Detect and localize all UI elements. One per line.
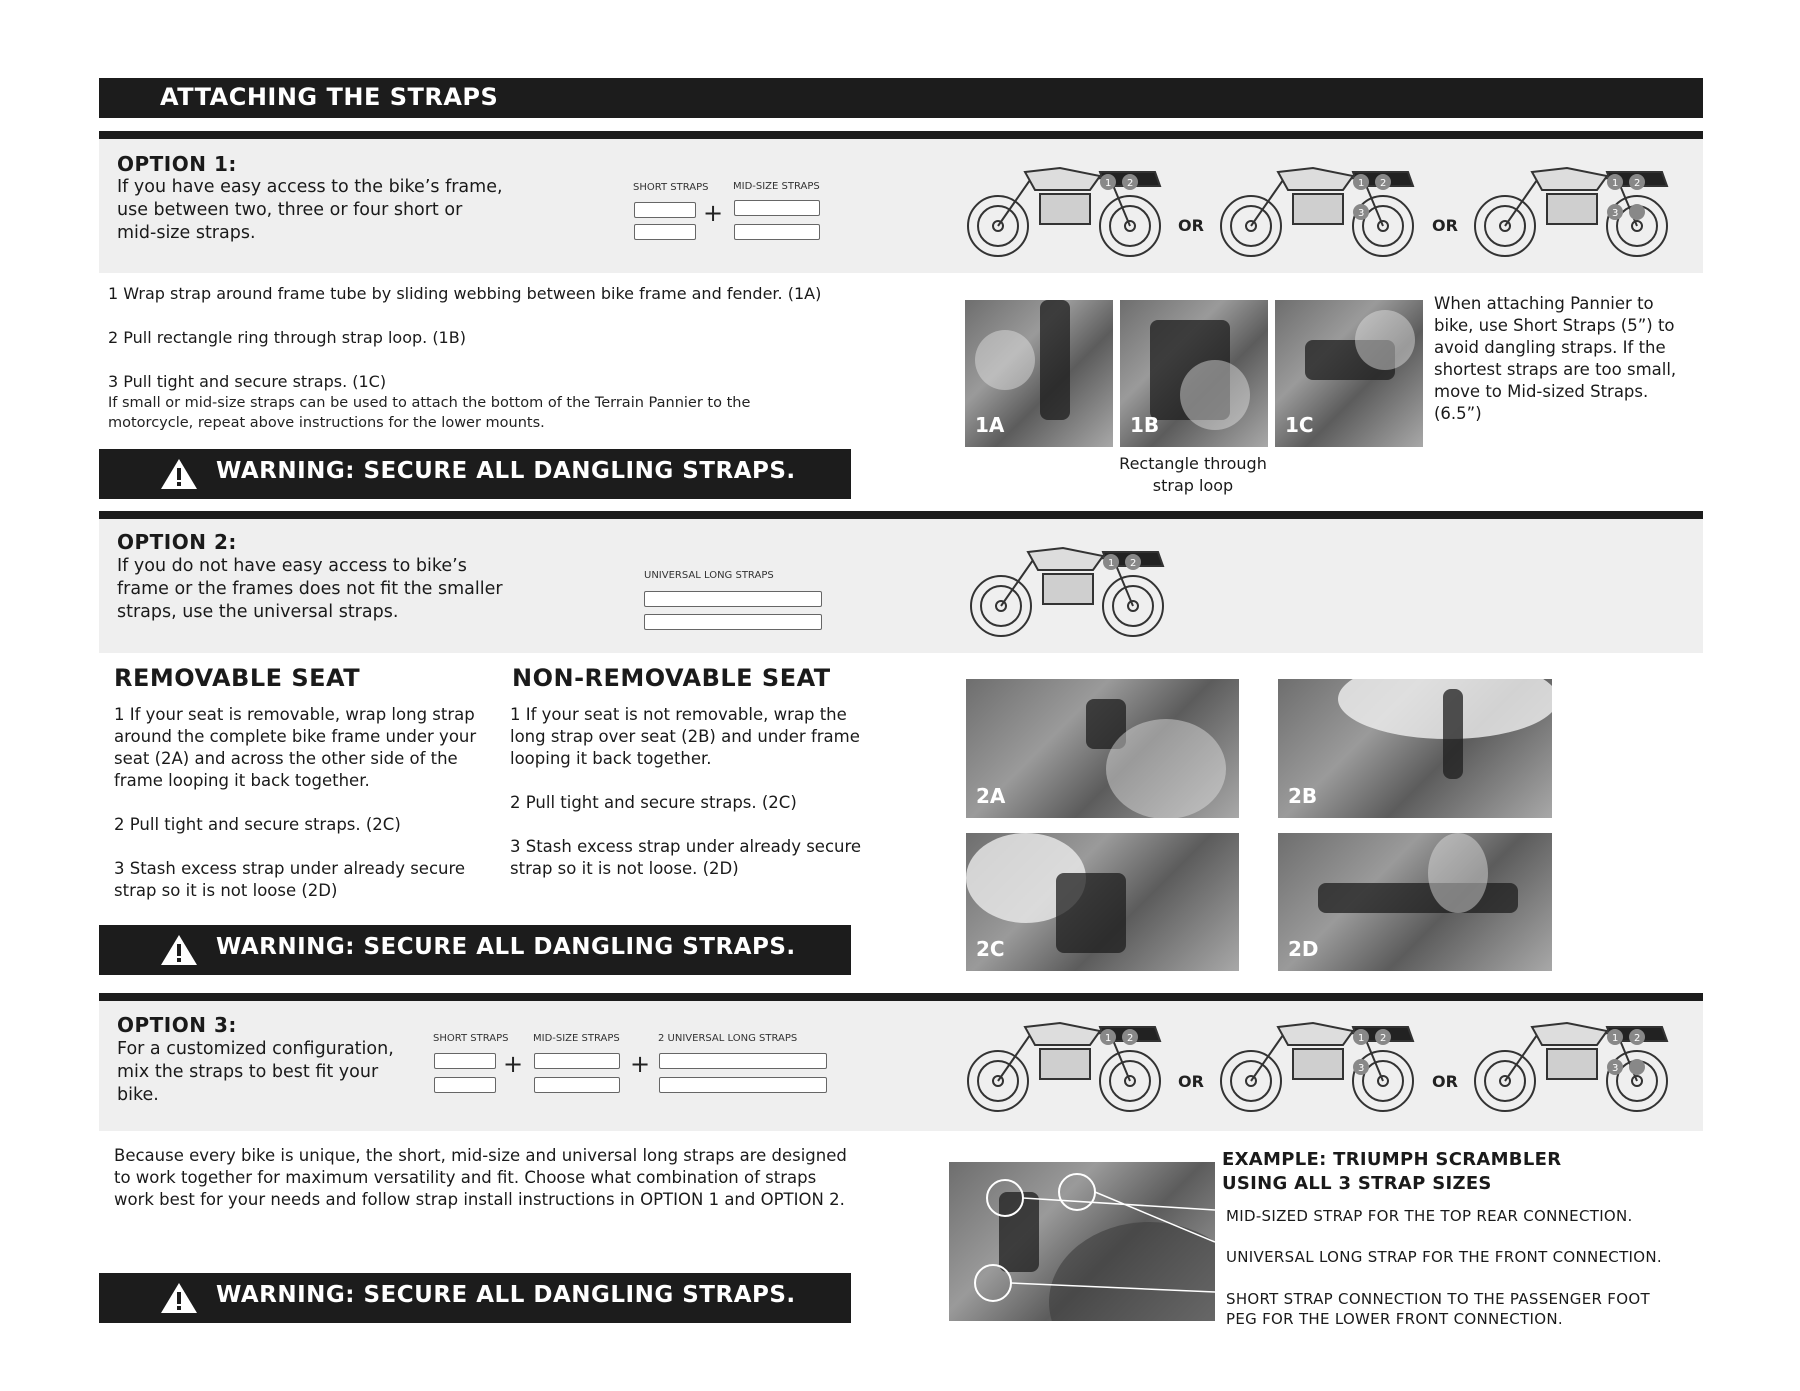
non-removable-step-3: 3 Stash excess strap under already secure strap so it is not loose. (2D) [510, 837, 862, 878]
or-label: OR [1432, 216, 1458, 235]
bike-marker-2: 2 [1634, 178, 1641, 189]
photo-triumph-scrambler [949, 1162, 1215, 1321]
option1-note: If small or mid-size straps can be used to attach the bottom of the Terrain Pannier to the motorcycle, repeat above instructions for the lower mounts. [108, 395, 751, 431]
plus-icon: + [503, 1050, 524, 1078]
option1-heading: OPTION 1: [117, 152, 237, 176]
motorcycle-illustration-icon [1213, 1005, 1423, 1117]
option3-text: For a customized configuration, mix the straps to best fit your bike. [117, 1039, 394, 1105]
bike-marker-3: 3 [1358, 208, 1365, 219]
example-item-2: UNIVERSAL LONG STRAP FOR THE FRONT CONNECTION. [1226, 1248, 1662, 1266]
bike-marker-1: 1 [1105, 1033, 1112, 1044]
short-straps-label: SHORT STRAPS [633, 182, 709, 193]
option1-step-2: 2 Pull rectangle ring through strap loop. (1B) [108, 328, 466, 347]
photo-1a [965, 300, 1113, 447]
warning-triangle-icon [159, 933, 199, 967]
motorcycle-illustration-icon [963, 530, 1173, 642]
or-label: OR [1432, 1072, 1458, 1091]
bike-marker-1: 1 [1612, 1033, 1619, 1044]
plus-icon: + [703, 199, 724, 227]
removable-step-3: 3 Stash excess strap under already secure strap so it is not loose (2D) [114, 859, 466, 900]
photo-caption: Rectangle through strap loop [1119, 454, 1267, 495]
photo-2c [966, 833, 1239, 971]
warning-banner [99, 1273, 851, 1323]
mid-size-strap-icon [734, 200, 820, 216]
bike-marker-2: 2 [1634, 1033, 1641, 1044]
bike-marker-2: 2 [1130, 558, 1137, 569]
warning-triangle-icon [159, 457, 199, 491]
plus-icon: + [630, 1050, 651, 1078]
photo-2b [1278, 679, 1552, 818]
bike-marker-2: 2 [1380, 178, 1387, 189]
bike-marker-3: 3 [1358, 1063, 1365, 1074]
photo-label-1a: 1A [975, 413, 1005, 437]
warning-banner [99, 925, 851, 975]
or-label: OR [1178, 1072, 1204, 1091]
bike-marker-1: 1 [1612, 178, 1619, 189]
universal-long-strap-icon [659, 1053, 827, 1069]
short-strap-icon [634, 202, 696, 218]
bike-marker-2: 2 [1380, 1033, 1387, 1044]
bike-marker-3: 3 [1612, 208, 1619, 219]
callout-circles-icon [949, 1162, 1215, 1321]
bike-marker-2: 2 [1127, 1033, 1134, 1044]
removable-seat-heading: REMOVABLE SEAT [114, 664, 361, 692]
example-item-3: SHORT STRAP CONNECTION TO THE PASSENGER FOOT PEG FOR THE LOWER FRONT CONNECTION. [1226, 1290, 1650, 1328]
mid-size-strap-icon [734, 224, 820, 240]
warning-triangle-icon [159, 1281, 199, 1315]
option1-text: If you have easy access to the bike’s frame, use between two, three or four short or mid-size straps. [117, 177, 503, 243]
example-heading: EXAMPLE: TRIUMPH SCRAMBLER USING ALL 3 STRAP SIZES [1222, 1149, 1562, 1194]
removable-step-2: 2 Pull tight and secure straps. (2C) [114, 815, 401, 834]
non-removable-step-1: 1 If your seat is not removable, wrap the long strap over seat (2B) and under frame looping it back together. [510, 705, 860, 768]
universal-long-straps-label: UNIVERSAL LONG STRAPS [644, 570, 774, 581]
photo-label-2c: 2C [976, 937, 1005, 961]
non-removable-seat-heading: NON-REMOVABLE SEAT [512, 664, 831, 692]
short-strap-icon [434, 1077, 496, 1093]
option2-heading: OPTION 2: [117, 530, 237, 554]
photo-label-2a: 2A [976, 784, 1006, 808]
option1-divider [99, 131, 1703, 139]
bike-marker-2: 2 [1127, 178, 1134, 189]
universal-long-strap-icon [644, 591, 822, 607]
bike-marker-1: 1 [1108, 558, 1115, 569]
motorcycle-illustration-icon [1467, 150, 1677, 262]
example-item-1: MID-SIZED STRAP FOR THE TOP REAR CONNECTION. [1226, 1207, 1633, 1225]
removable-step-1: 1 If your seat is removable, wrap long strap around the complete bike frame under your seat (2A) and across the other side of the frame looping it back together. [114, 705, 477, 790]
option2-text: If you do not have easy access to bike’s frame or the frames does not fit the smaller straps, use the universal straps. [117, 556, 503, 622]
mid-size-straps-label: MID-SIZE STRAPS [533, 1033, 620, 1044]
warning-text: WARNING: SECURE ALL DANGLING STRAPS. [216, 1282, 796, 1308]
motorcycle-illustration-icon [1467, 1005, 1677, 1117]
short-strap-icon [434, 1053, 496, 1069]
bike-marker-1: 1 [1358, 1033, 1365, 1044]
mid-size-strap-icon [534, 1077, 620, 1093]
option3-body: Because every bike is unique, the short, mid-size and universal long straps are designed to work together for maximum versatility and fit. Choose what combination of straps work best for your needs and follow strap install instructions in OPTION 1 and OPTION 2. [114, 1146, 847, 1209]
warning-text: WARNING: SECURE ALL DANGLING STRAPS. [216, 934, 796, 960]
option3-divider [99, 993, 1703, 1001]
short-strap-icon [634, 224, 696, 240]
short-straps-label: SHORT STRAPS [433, 1033, 509, 1044]
photo-1b [1120, 300, 1268, 447]
bike-marker-1: 1 [1105, 178, 1112, 189]
photo-label-2d: 2D [1288, 937, 1319, 961]
option2-divider [99, 511, 1703, 519]
option3-heading: OPTION 3: [117, 1013, 237, 1037]
mid-size-strap-icon [534, 1053, 620, 1069]
photo-1c [1275, 300, 1423, 447]
bike-marker-3: 3 [1612, 1063, 1619, 1074]
universal-long-strap-icon [659, 1077, 827, 1093]
option1-side-note: When attaching Pannier to bike, use Short Straps (5”) to avoid dangling straps. If the shortest straps are too small, move to Mid-sized Straps. (6.5”) [1434, 294, 1677, 423]
mid-size-straps-label: MID-SIZE STRAPS [733, 181, 820, 192]
photo-label-1b: 1B [1130, 413, 1160, 437]
section-title-bar [99, 78, 1703, 118]
bike-marker-1: 1 [1358, 178, 1365, 189]
photo-label-2b: 2B [1288, 784, 1318, 808]
photo-label-1c: 1C [1285, 413, 1314, 437]
motorcycle-illustration-icon [960, 1005, 1170, 1117]
warning-text: WARNING: SECURE ALL DANGLING STRAPS. [216, 458, 796, 484]
photo-2a [966, 679, 1239, 818]
warning-banner [99, 449, 851, 499]
motorcycle-illustration-icon [1213, 150, 1423, 262]
non-removable-step-2: 2 Pull tight and secure straps. (2C) [510, 793, 797, 812]
universal-long-strap-icon [644, 614, 822, 630]
section-title: ATTACHING THE STRAPS [160, 83, 499, 111]
motorcycle-illustration-icon [960, 150, 1170, 262]
universal-long-straps-label: 2 UNIVERSAL LONG STRAPS [658, 1033, 798, 1044]
option1-step-3: 3 Pull tight and secure straps. (1C) [108, 372, 387, 391]
photo-2d [1278, 833, 1552, 971]
or-label: OR [1178, 216, 1204, 235]
option1-step-1: 1 Wrap strap around frame tube by sliding webbing between bike frame and fender. (1A) [108, 284, 822, 303]
